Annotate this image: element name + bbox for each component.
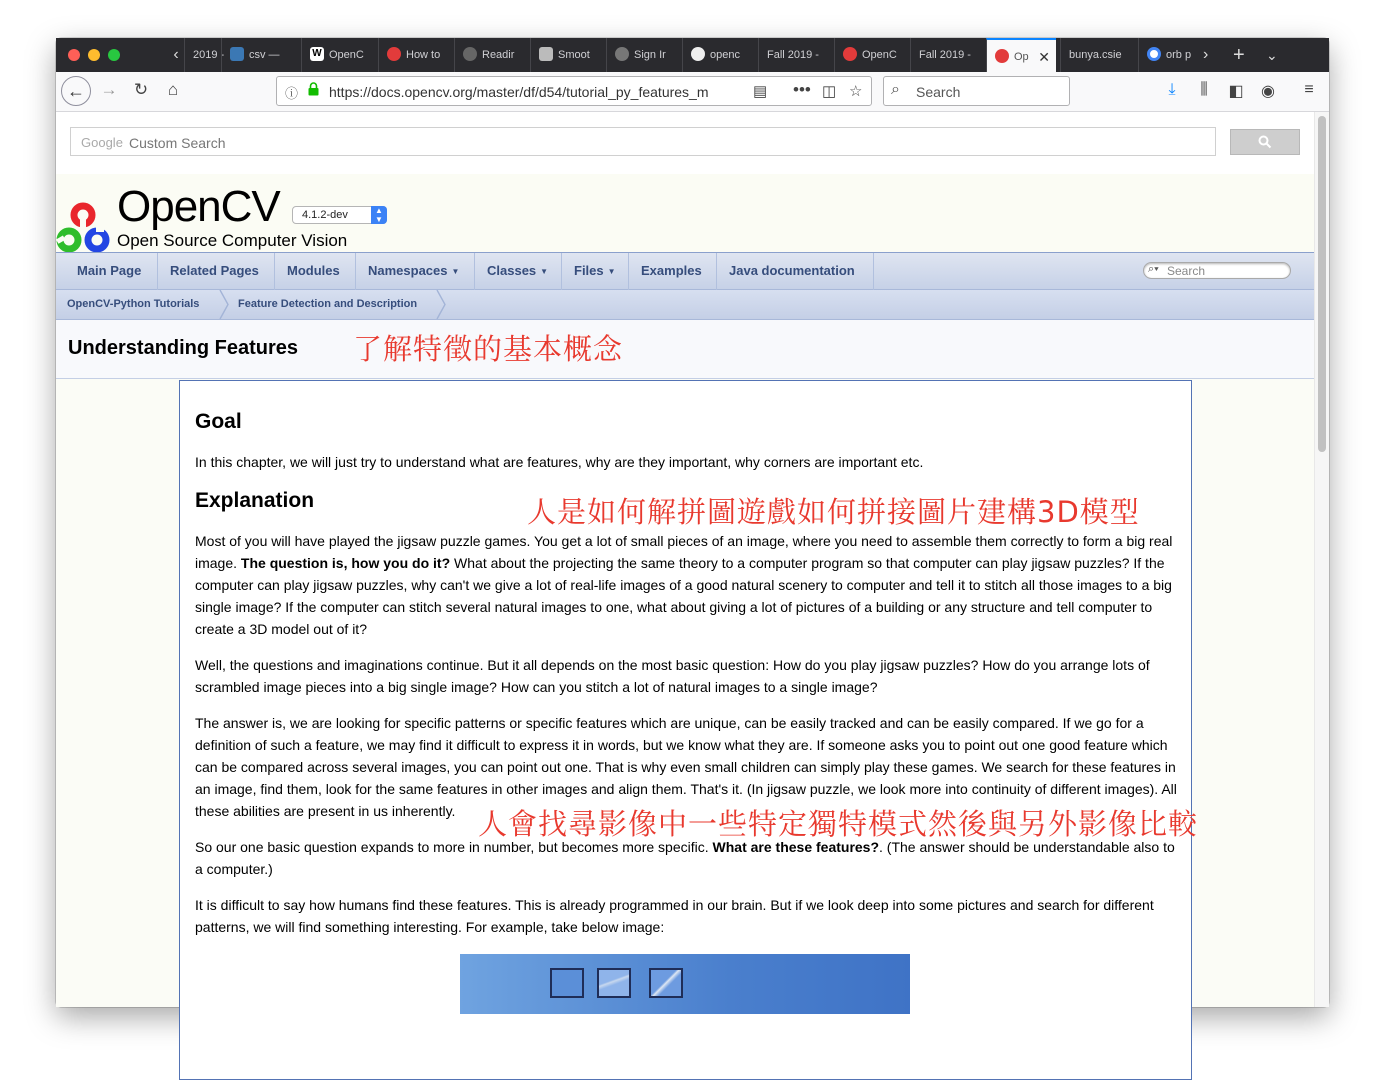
annotation-features: 人會找尋影像中一些特定獨特模式然後與另外影像比較 bbox=[478, 807, 1199, 841]
search-icon: ⌕ bbox=[891, 81, 900, 98]
custom-search-placeholder: Custom Search bbox=[129, 135, 226, 151]
back-arrow-icon[interactable]: ← bbox=[61, 76, 91, 106]
tab-scroll-right-icon[interactable]: › bbox=[1203, 46, 1209, 63]
paragraph: Well, the questions and imaginations continue. But it all depends on the most basic question: How do you play jigsaw puzzles? How do you arrange lots of scrambled image pieces into a big single image? How can you stitch a lot of natural images to a single image? bbox=[195, 657, 1150, 695]
image-patch-c bbox=[649, 968, 683, 998]
text-span: Most of you will have played the jigsaw puzzle games. You get a lot of small pieces of an image, where you need to assemble them correctly to form a big real image. bbox=[195, 533, 1173, 571]
caret-down-icon: ▼ bbox=[607, 266, 616, 276]
tab-label: OpenC bbox=[329, 49, 364, 61]
home-icon[interactable]: ⌂ bbox=[167, 80, 179, 99]
opencv-icon bbox=[995, 49, 1009, 63]
menu-label: Files bbox=[574, 263, 604, 278]
library-icon[interactable]: ⫼ bbox=[1200, 81, 1208, 98]
tab[interactable] bbox=[758, 38, 830, 72]
tab-label: Fall 2019 - bbox=[919, 49, 971, 61]
text-span: What about the projecting the same theory to a computer program so that computer can play jigsaw puzzles? If the computer can play jigsaw puzzles, why can't we give a lot of real-life images of a good natural scenery to computer and tell it to stitch all those images to a big single image? If the computer can stitch several natural images to one, what about giving a lot of pictures of a building or any structure and tell computer to create a 3D model out of it? bbox=[195, 555, 1172, 637]
menu-label: Java documentation bbox=[729, 263, 855, 278]
tab[interactable] bbox=[530, 38, 602, 72]
menu-java-documentation[interactable] bbox=[717, 253, 874, 290]
text-span: . (The answer should be understandable also to a computer.) bbox=[195, 839, 1175, 877]
tab-label: Smoot bbox=[558, 49, 590, 61]
tab-label: Fall 2019 - bbox=[767, 49, 819, 61]
tab-active[interactable] bbox=[986, 38, 1056, 72]
navigation-toolbar bbox=[56, 72, 1329, 112]
apple-icon bbox=[615, 47, 629, 61]
menu-label: Classes bbox=[487, 263, 537, 278]
breadcrumb-separator-icon bbox=[219, 290, 231, 319]
menu-examples[interactable] bbox=[629, 253, 717, 290]
menu-classes[interactable] bbox=[475, 253, 562, 290]
article-content bbox=[179, 380, 1199, 1080]
tab[interactable] bbox=[606, 38, 678, 72]
opencv-logo-icon bbox=[56, 202, 116, 256]
tab[interactable] bbox=[301, 38, 373, 72]
breadcrumb bbox=[56, 290, 1315, 320]
text-span: So our one basic question expands to more in number, but becomes more specific. bbox=[195, 839, 713, 855]
tab[interactable] bbox=[184, 38, 225, 72]
menu-label: Namespaces bbox=[368, 263, 448, 278]
menu-main-page[interactable] bbox=[65, 253, 158, 290]
info-icon[interactable]: ⓘ bbox=[285, 86, 299, 101]
menu-related-pages[interactable] bbox=[158, 253, 275, 290]
caret-down-icon: ▼ bbox=[451, 266, 460, 276]
search-icon: ⌕▾ bbox=[1148, 263, 1159, 275]
page-scrollbar[interactable] bbox=[1314, 112, 1329, 1007]
breadcrumb-separator-icon bbox=[436, 290, 448, 319]
tab[interactable] bbox=[910, 38, 985, 72]
doc-search-placeholder: Search bbox=[1167, 264, 1206, 278]
tab[interactable] bbox=[834, 38, 906, 72]
version-value: 4.1.2-dev bbox=[302, 209, 348, 221]
google-custom-search bbox=[56, 112, 1315, 174]
tab-label: csv — bbox=[249, 49, 280, 61]
tab-label: Op bbox=[1014, 51, 1029, 63]
tab[interactable] bbox=[221, 38, 296, 72]
breadcrumb-item[interactable]: Feature Detection and Description bbox=[238, 298, 418, 310]
custom-search-button[interactable] bbox=[1230, 129, 1300, 155]
page-title: Understanding Features bbox=[68, 337, 299, 359]
menu-label: Main Page bbox=[77, 263, 142, 278]
page-header bbox=[56, 320, 1315, 379]
google-icon bbox=[1147, 47, 1161, 61]
gear-icon bbox=[463, 47, 477, 61]
tab-label: How to bbox=[406, 49, 441, 61]
browser-search-field[interactable] bbox=[883, 76, 1070, 106]
goal-text: In this chapter, we will just try to understand what are features, why are they important, why corners are important etc. bbox=[195, 454, 924, 470]
bold-text: The question is, how you do it? bbox=[240, 555, 451, 571]
forward-arrow-icon[interactable]: → bbox=[100, 80, 118, 99]
project-name: OpenCV bbox=[117, 182, 280, 231]
menu-files[interactable] bbox=[562, 253, 629, 290]
close-window-button[interactable] bbox=[68, 49, 80, 61]
image-patch-a bbox=[550, 968, 584, 998]
tab-label: orb p bbox=[1166, 49, 1192, 61]
grid-icon bbox=[539, 47, 553, 61]
reload-icon[interactable]: ↻ bbox=[133, 80, 149, 99]
paragraph bbox=[195, 530, 1177, 640]
reader-view-icon[interactable]: ▤ bbox=[753, 83, 768, 100]
bookmark-star-icon[interactable]: ☆ bbox=[849, 83, 863, 100]
new-tab-icon[interactable]: + bbox=[1233, 44, 1245, 66]
chevron-updown-icon: ▲ ▼ bbox=[371, 206, 387, 224]
tab-label: Sign Ir bbox=[634, 49, 666, 61]
wikipedia-icon: W bbox=[310, 47, 324, 61]
url-bar[interactable] bbox=[276, 76, 872, 106]
close-tab-icon[interactable]: ✕ bbox=[1038, 49, 1050, 65]
opencv-icon bbox=[387, 47, 401, 61]
custom-search-input[interactable] bbox=[70, 127, 1216, 156]
page-content bbox=[56, 112, 1329, 1007]
pocket-icon[interactable]: ◫ bbox=[822, 83, 837, 100]
menu-label: Examples bbox=[641, 263, 702, 278]
caret-down-icon: ▼ bbox=[540, 266, 549, 276]
menu-label: Related Pages bbox=[170, 263, 259, 278]
tab[interactable] bbox=[378, 38, 450, 72]
zoom-window-button[interactable] bbox=[108, 49, 120, 61]
minimize-window-button[interactable] bbox=[88, 49, 100, 61]
search-placeholder: Search bbox=[916, 84, 961, 100]
tab[interactable] bbox=[1060, 38, 1138, 72]
github-icon bbox=[691, 47, 705, 61]
doc-search-field[interactable] bbox=[1143, 262, 1291, 279]
explanation-heading: Explanation bbox=[195, 489, 315, 512]
google-label: Google bbox=[81, 135, 123, 150]
sidebar-icon[interactable]: ◧ bbox=[1228, 83, 1244, 100]
menu-modules[interactable] bbox=[275, 253, 356, 290]
tab-label: 2019 - bbox=[193, 49, 225, 61]
project-brief: Open Source Computer Vision bbox=[117, 231, 348, 250]
scrollbar-thumb[interactable] bbox=[1318, 116, 1326, 452]
building-image bbox=[460, 954, 910, 1014]
menu-label: Modules bbox=[287, 263, 340, 278]
tab[interactable] bbox=[1138, 38, 1198, 72]
main-menu bbox=[56, 252, 1315, 290]
annotation-title: 了解特徵的基本概念 bbox=[353, 332, 624, 366]
tab[interactable] bbox=[682, 38, 754, 72]
tab-label: OpenC bbox=[862, 49, 897, 61]
doc-header bbox=[56, 174, 1315, 252]
tab-label: bunya.csie bbox=[1069, 49, 1122, 61]
search-icon bbox=[1258, 135, 1272, 149]
menu-hamburger-icon[interactable]: ≡ bbox=[1304, 81, 1314, 98]
image-patch-b bbox=[597, 968, 631, 998]
download-icon[interactable]: ⤓ bbox=[1168, 81, 1176, 98]
more-actions-icon[interactable]: ••• bbox=[793, 80, 811, 99]
tab-list-chevron-down-icon[interactable]: ⌄ bbox=[1266, 47, 1278, 63]
account-icon[interactable]: ◉ bbox=[1261, 83, 1275, 100]
url-text[interactable]: https://docs.opencv.org/master/df/d54/tutorial_py_features_m bbox=[329, 84, 709, 100]
annotation-explanation: 人是如何解拼圖遊戲如何拼接圖片建構3D模型 bbox=[527, 495, 1140, 529]
tab[interactable] bbox=[454, 38, 526, 72]
bold-text: What are these features? bbox=[712, 839, 880, 855]
browser-window bbox=[56, 38, 1329, 1007]
tab-label: Readir bbox=[482, 49, 515, 61]
paragraph: The answer is, we are looking for specific patterns or specific features which are unique, can be easily tracked and can be easily compared. If we go for a definition of such a feature, we may find it difficult to express it in words, but we know what they are. If someone asks you to point out one good feature which can be compared across several images, you can point out one. That is why even small children can simply play these games. We search for these features in an image, find them, look for the same features in other images and align them. That's it. (In jigsaw puzzle, we look more into continuity of different images). All these abilities are present in us inherently. bbox=[195, 715, 1177, 819]
version-select[interactable] bbox=[292, 206, 387, 224]
goal-heading: Goal bbox=[195, 410, 242, 433]
tab-scroll-left-icon[interactable]: ‹ bbox=[173, 46, 179, 63]
opencv-icon bbox=[843, 47, 857, 61]
lock-icon bbox=[308, 82, 319, 96]
python-icon bbox=[230, 47, 244, 61]
breadcrumb-item[interactable]: OpenCV-Python Tutorials bbox=[67, 298, 200, 310]
tab-label: openc bbox=[710, 49, 740, 61]
tab-bar bbox=[56, 38, 1329, 72]
paragraph: It is difficult to say how humans find these features. This is already programmed in our brain. But if we look deep into some pictures and search for different patterns, we will find something interesting. For example, take below image: bbox=[195, 897, 1154, 935]
menu-namespaces[interactable] bbox=[356, 253, 475, 290]
